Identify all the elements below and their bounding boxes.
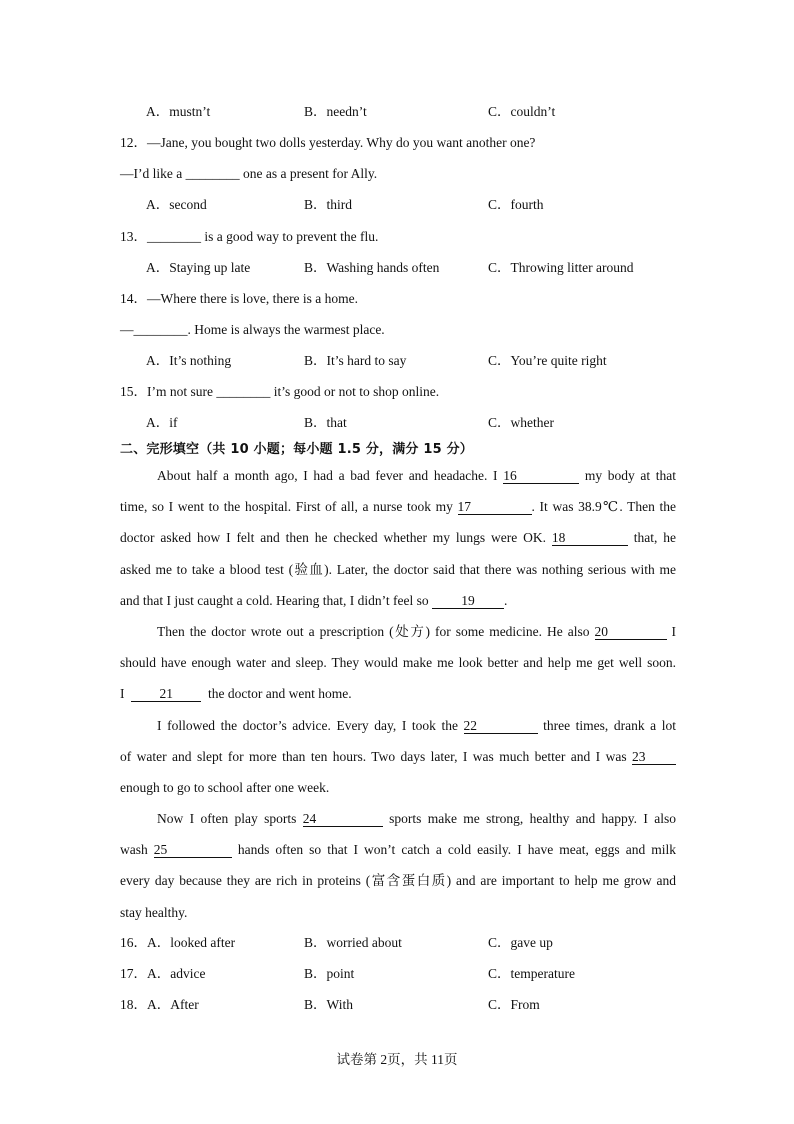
q16-option-b: B．worried about: [304, 935, 402, 950]
q13-stem: 13．________ is a good way to prevent the flu.: [120, 229, 379, 244]
q15-stem: 15．I’m not sure ________ it’s good or not to shop online.: [120, 384, 440, 399]
q13-option-c: C．Throwing litter around: [488, 260, 634, 275]
passage-line: and that I just caught a cold. Hearing that, I didn’t feel so 19 .: [120, 592, 508, 608]
q12-option-b: B．third: [304, 197, 353, 212]
blank-20: 20: [595, 624, 667, 640]
q17-option-a: 17．A．advice: [120, 966, 206, 981]
passage-line: I followed the doctor’s advice. Every day, I took the 22 three times, drank a lot: [157, 717, 676, 733]
blank-24: 24: [303, 811, 383, 827]
q17-option-c: C．temperature: [488, 966, 575, 981]
q14-reply: —________. Home is always the warmest place.: [120, 322, 385, 337]
q11-option-a: A．mustn’t: [146, 104, 211, 119]
passage-line: every day because they are rich in proteins (富含蛋白质) and are important to help me grow and: [120, 873, 676, 889]
q18-option-a: 18．A．After: [120, 997, 199, 1012]
blank-22: 22: [464, 718, 538, 734]
passage-line: should have enough water and sleep. They would make me look better and help me get well soon.: [120, 655, 676, 671]
q14-option-b: B．It’s hard to say: [304, 353, 407, 368]
blank-23: 23: [632, 749, 676, 765]
blank-19: 19: [432, 593, 504, 609]
q15-blank: ________: [216, 384, 271, 399]
q13-blank: ________: [147, 229, 201, 244]
q11-option-c: C．couldn’t: [488, 104, 556, 119]
q12-option-a: A．second: [146, 197, 207, 212]
blank-21: 21: [131, 686, 201, 702]
q16-option-c: C．gave up: [488, 935, 553, 950]
q14-stem: 14．—Where there is love, there is a home.: [120, 291, 359, 306]
passage-line: enough to go to school after one week.: [120, 779, 330, 795]
q16-option-a: 16．A．looked after: [120, 935, 236, 950]
q14-option-c: C．You’re quite right: [488, 353, 607, 368]
cloze-passage: [120, 467, 676, 935]
q12-stem: 12．—Jane, you bought two dolls yesterday. Why do you want another one?: [120, 135, 536, 150]
section-heading-cloze: 二、完形填空（共 10 小题；每小题 1.5 分，满分 15 分）: [120, 442, 473, 457]
q18-option-b: B．With: [304, 997, 353, 1012]
q17-option-b: B．point: [304, 966, 355, 981]
q13-option-b: B．Washing hands often: [304, 260, 440, 275]
q15-option-a: A．if: [146, 415, 178, 430]
q11-option-b: B．needn’t: [304, 104, 367, 119]
passage-line: Now I often play sports 24 sports make me strong, healthy and happy. I also: [157, 811, 676, 827]
page-footer: 试卷第 2页，共 11页: [336, 1052, 458, 1067]
passage-line: time, so I went to the hospital. First of all, a nurse took my 17 . It was 38.9℃. Then the: [120, 499, 676, 515]
q12-reply: —I’d like a ________ one as a present for Ally.: [120, 166, 378, 181]
q18-option-c: C．From: [488, 997, 540, 1012]
blank-18: 18: [552, 530, 628, 546]
passage-line: I 21 the doctor and went home.: [120, 686, 352, 702]
passage-line: stay healthy.: [120, 904, 188, 920]
q15-option-c: C．whether: [488, 415, 554, 430]
blank-25: 25: [154, 842, 232, 858]
passage-line: of water and slept for more than ten hours. Two days later, I was much better and I was 23: [120, 748, 676, 779]
q12-option-c: C．fourth: [488, 197, 544, 212]
passage-line: Then the doctor wrote out a prescription (处方) for some medicine. He also 20 I: [157, 623, 677, 639]
passage-line: doctor asked how I felt and then he checked whether my lungs were OK. 18 that, he: [120, 530, 676, 546]
q14-blank: ________: [133, 322, 188, 337]
q15-option-b: B．that: [304, 415, 347, 430]
q12-blank: ________: [185, 166, 240, 181]
passage-line: wash 25 hands often so that I won’t catch a cold easily. I have meat, eggs and milk: [120, 842, 676, 858]
q14-option-a: A．It’s nothing: [146, 353, 232, 368]
q13-option-a: A．Staying up late: [146, 260, 251, 275]
blank-17: 17: [458, 499, 532, 515]
blank-16: 16: [503, 468, 579, 484]
passage-line: About half a month ago, I had a bad fever and headache. I 16 my body at that: [157, 468, 676, 483]
passage-line: asked me to take a blood test (验血). Later, the doctor said that there was nothing serious with me: [120, 561, 676, 577]
